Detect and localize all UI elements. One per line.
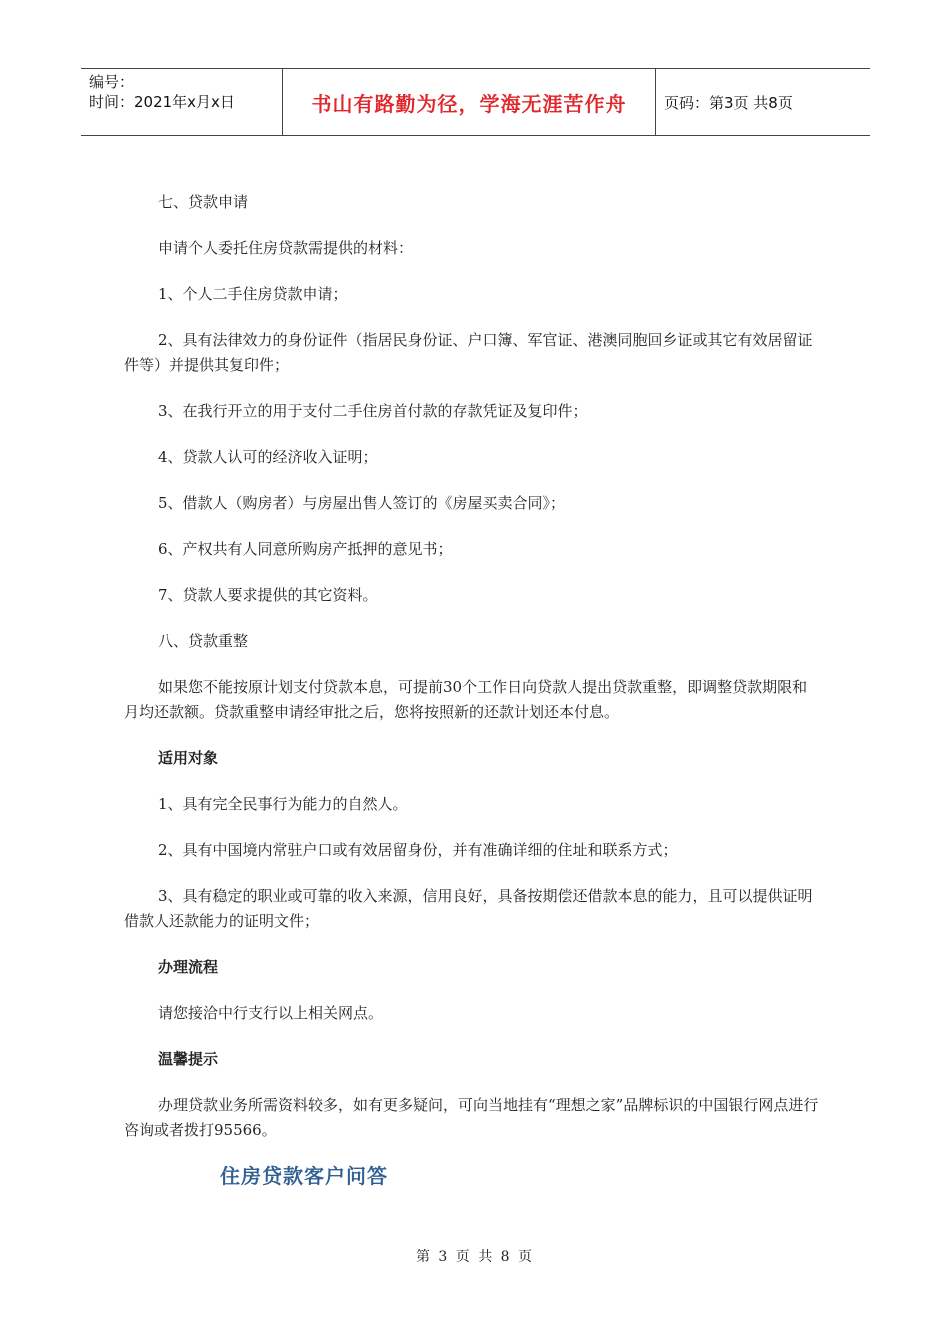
paragraph: 申请个人委托住房贷款需提供的材料： [158, 239, 414, 257]
paragraph: 如果您不能按原计划支付贷款本息，可提前30个工作日向贷款人提出贷款重整，即调整贷款期限和月均还款额。贷款重整申请经审批之后，您将按照新的还款计划还本付息。 [124, 678, 808, 721]
paragraph: 办理贷款业务所需资料较多，如有更多疑问，可向当地挂有“理想之家”品牌标识的中国银行网点进行咨询或者拨打95566。 [124, 1096, 819, 1139]
list-item: 6、产权共有人同意所购房产抵押的意见书； [158, 540, 453, 558]
section-heading-faq: 住房贷款客户问答 [220, 1164, 388, 1188]
header-page-number: 页码：第3页 共8页 [664, 93, 793, 112]
header-meta [81, 69, 282, 135]
list-item: 1、个人二手住房贷款申请； [158, 285, 348, 303]
list-item: 7、贷款人要求提供的其它资料。 [158, 586, 378, 604]
header-motto: 书山有路勤为径，学海无涯苦作舟 [282, 69, 656, 135]
document-time-label: 时间：2021年x月x日 [89, 93, 235, 111]
list-item: 5、借款人（购房者）与房屋出售人签订的《房屋买卖合同》； [158, 494, 566, 512]
list-item: 3、具有稳定的职业或可靠的收入来源，信用良好，具备按期偿还借款本息的能力，且可以提供证明借款人还款能力的证明文件； [124, 887, 813, 930]
section-title-loan-restructure: 八、贷款重整 [158, 632, 249, 650]
subheading-process: 办理流程 [158, 958, 219, 976]
list-item: 2、具有法律效力的身份证件（指居民身份证、户口簿、军官证、港澳同胞回乡证或其它有效居留证件等）并提供其复印件； [124, 331, 813, 374]
section-title-loan-application: 七、贷款申请 [158, 193, 249, 211]
subheading-tips: 温馨提示 [158, 1050, 219, 1068]
list-item: 4、贷款人认可的经济收入证明； [158, 448, 378, 466]
list-item: 1、具有完全民事行为能力的自然人。 [158, 795, 408, 813]
document-number-label: 编号： [89, 73, 135, 91]
list-item: 3、在我行开立的用于支付二手住房首付款的存款凭证及复印件； [158, 402, 588, 420]
paragraph: 请您接洽中行支行以上相关网点。 [158, 1004, 384, 1022]
page-header [81, 68, 870, 136]
page-footer: 第 3 页 共 8 页 [415, 1249, 535, 1265]
document-body [124, 190, 820, 1189]
list-item: 2、具有中国境内常驻户口或有效居留身份，并有准确详细的住址和联系方式； [158, 841, 678, 859]
subheading-eligibility: 适用对象 [158, 749, 219, 767]
